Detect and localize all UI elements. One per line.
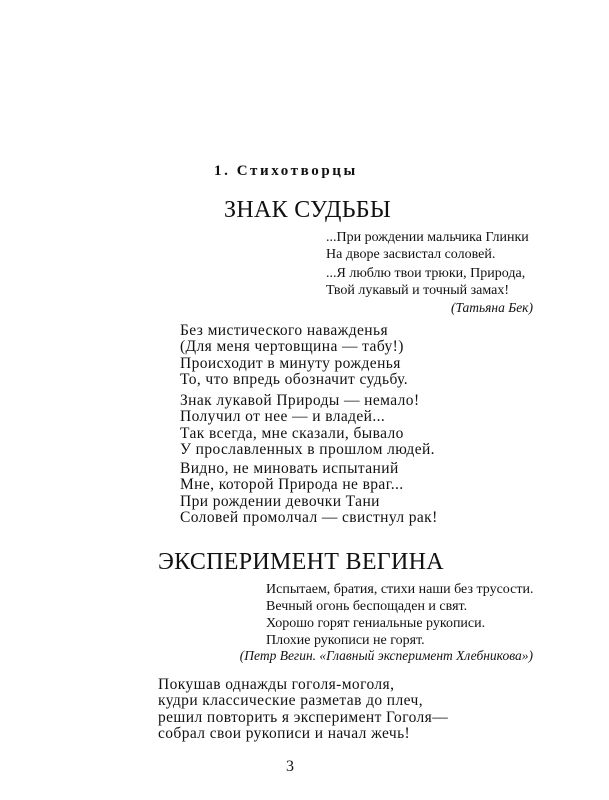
epigraph-line: Хорошо горят гениальные рукописи. xyxy=(266,616,486,631)
poem-title: ЭКСПЕРИМЕНТ ВЕГИНА xyxy=(158,549,444,575)
verse-line: решил повторить я эксперимент Гоголя— xyxy=(158,708,449,726)
verse-line: Происходит в минуту рожденья xyxy=(180,354,401,372)
verse-line: Мне, которой Природа не враг... xyxy=(180,476,404,494)
epigraph-line: Плохие рукописи не горят. xyxy=(266,633,425,648)
verse-line: При рождении девочки Тани xyxy=(180,492,380,510)
verse-line: Соловей промолчал — свистнул рак! xyxy=(180,509,438,527)
epigraph-line: ...При рождении мальчика Глинки xyxy=(326,230,529,245)
epigraph-line: ...Я люблю твои трюки, Природа, xyxy=(326,266,526,281)
verse-line: Получил от нее — и владей... xyxy=(180,408,386,426)
epigraph-line: Вечный огонь беспощаден и свят. xyxy=(266,599,468,614)
epigraph-line: Испытаем, братия, стихи наши без трусости. xyxy=(266,582,534,597)
verse-line: Покушав однажды гоголя-моголя, xyxy=(158,676,395,693)
verse-line: Видно, не миновать испытаний xyxy=(180,460,399,477)
stanza xyxy=(180,393,435,459)
stanza xyxy=(180,461,438,527)
epigraph-line: На дворе засвистал соловей. xyxy=(326,247,496,262)
verse-line: Без мистического наважденья xyxy=(180,322,388,339)
epigraph-stanza xyxy=(326,265,525,299)
page-number: 3 xyxy=(286,758,294,775)
stanza xyxy=(158,677,448,743)
verse-line: Знак лукавой Природы — немало! xyxy=(180,392,420,409)
verse-line: собрал свои рукописи и начал жечь! xyxy=(158,725,411,743)
section-heading: 1. Стихотворцы xyxy=(214,163,358,179)
epigraph-attribution: (Петр Вегин. «Главный эксперимент Хлебникова») xyxy=(239,648,533,663)
verse-line: Так всегда, мне сказали, бывало xyxy=(180,424,404,442)
stanza xyxy=(180,323,408,389)
epigraph-stanza xyxy=(266,581,533,649)
poem-title: ЗНАК СУДЬБЫ xyxy=(224,197,392,223)
verse-line: кудри классические разметав до плеч, xyxy=(158,692,423,710)
epigraph-line: Твой лукавый и точный замах! xyxy=(326,283,510,298)
verse-line: (Для меня чертовщина — табу!) xyxy=(180,338,404,356)
epigraph-stanza xyxy=(326,229,529,263)
verse-line: У прославленных в прошлом людей. xyxy=(180,441,435,459)
verse-line: То, что впредь обозначит судьбу. xyxy=(180,371,409,389)
epigraph-attribution: (Татьяна Бек) xyxy=(450,300,533,315)
